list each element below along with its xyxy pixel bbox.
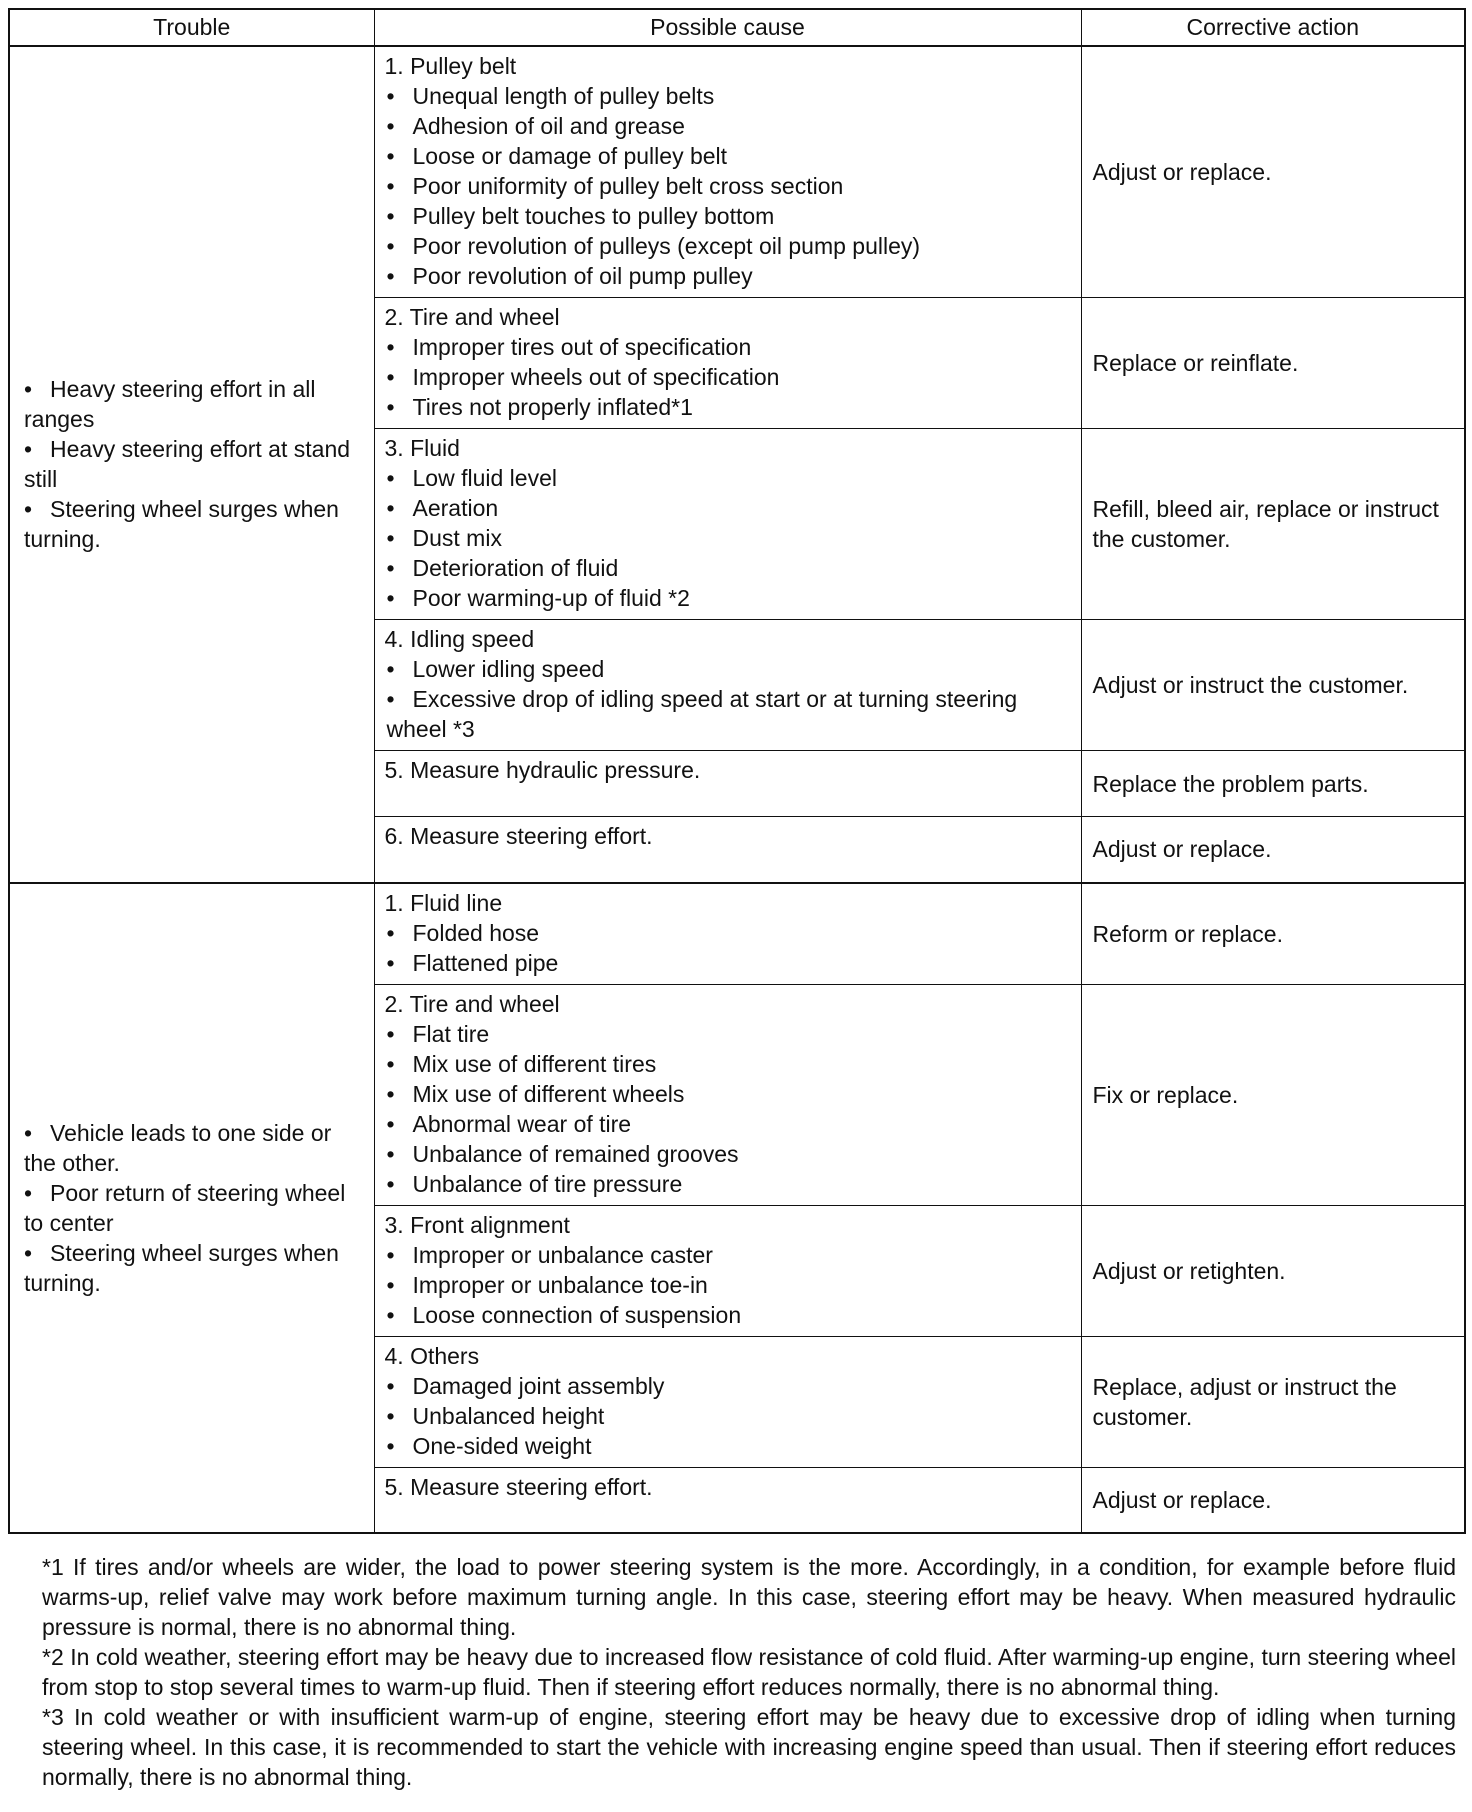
footnote-3: *3 In cold weather or with insufficient warm-up of engine, steering effort may be heavy due to excessive drop of idling when turning steering wheel. In this case, it is recommended to start the vehicle with increasing engine speed than usual. Then if steering effort reduces normally, there is no abnormal thing.	[42, 1704, 1456, 1790]
cause-item: • Dust mix	[385, 523, 1073, 553]
header-trouble: Trouble	[9, 9, 374, 46]
cause-item: • Improper or unbalance toe-in	[385, 1270, 1073, 1300]
document	[8, 8, 1464, 1792]
cause-item: • Mix use of different wheels	[385, 1079, 1073, 1109]
cause-heading: 3. Front alignment	[384, 1211, 570, 1238]
cause-item: • Lower idling speed	[385, 654, 1073, 684]
cause-heading: 6. Measure steering effort.	[384, 823, 653, 849]
cause-item: • Excessive drop of idling speed at start or at turning steering wheel *3	[385, 684, 1073, 744]
trouble-item: • Heavy steering effort in all ranges	[22, 374, 366, 434]
action-cell: Adjust or instruct the customer.	[1081, 620, 1465, 751]
cause-item: • Pulley belt touches to pulley bottom	[385, 201, 1073, 231]
cause-item: • Flat tire	[385, 1019, 1073, 1049]
cause-item: • Unbalanced height	[385, 1401, 1073, 1431]
action-cell: Replace or reinflate.	[1081, 298, 1465, 429]
cause-item: • Unequal length of pulley belts	[385, 81, 1073, 111]
cause-item: • One-sided weight	[385, 1431, 1073, 1461]
cause-item: • Adhesion of oil and grease	[385, 111, 1073, 141]
cause-heading: 3. Fluid	[384, 435, 460, 461]
header-possible-cause: Possible cause	[374, 9, 1081, 46]
action-cell: Replace, adjust or instruct the customer.	[1081, 1336, 1465, 1467]
cause-item: • Folded hose	[385, 918, 1073, 948]
cause-cell	[374, 883, 1081, 985]
cause-heading: 1. Fluid line	[384, 889, 503, 916]
cause-cell	[374, 46, 1081, 298]
footnotes	[8, 1552, 1464, 1792]
trouble-item: • Vehicle leads to one side or the other.	[22, 1118, 366, 1178]
trouble-cell	[9, 46, 374, 883]
cause-item: • Deterioration of fluid	[385, 553, 1073, 583]
cause-cell	[374, 620, 1081, 751]
footnote-2: *2 In cold weather, steering effort may be heavy due to increased flow resistance of cold fluid. After warming-up engine, turn steering wheel from stop to stop several times to warm-up fluid. Then if steering effort reduces normally, there is no abnormal thing.	[42, 1644, 1456, 1700]
cause-item: • Poor warming-up of fluid *2	[385, 583, 1073, 613]
cause-cell	[374, 1467, 1081, 1533]
cause-cell	[374, 817, 1081, 883]
cause-item: • Abnormal wear of tire	[385, 1109, 1073, 1139]
cause-item: • Poor revolution of oil pump pulley	[385, 261, 1073, 291]
table-row	[9, 883, 1465, 985]
action-cell: Refill, bleed air, replace or instruct the customer.	[1081, 429, 1465, 620]
cause-heading: 5. Measure hydraulic pressure.	[384, 757, 701, 783]
cause-cell	[374, 984, 1081, 1205]
trouble-item: • Poor return of steering wheel to center	[22, 1178, 366, 1238]
trouble-item: • Steering wheel surges when turning.	[22, 1238, 366, 1298]
action-cell: Adjust or replace.	[1081, 1467, 1465, 1533]
cause-item: • Tires not properly inflated*1	[385, 392, 1073, 422]
cause-cell	[374, 429, 1081, 620]
troubleshooting-table	[8, 8, 1466, 1534]
cause-heading: 4. Others	[384, 1342, 480, 1369]
action-cell: Reform or replace.	[1081, 883, 1465, 985]
cause-item: • Improper or unbalance caster	[385, 1240, 1073, 1270]
cause-item: • Improper tires out of specification	[385, 332, 1073, 362]
cause-cell	[374, 751, 1081, 817]
cause-item: • Mix use of different tires	[385, 1049, 1073, 1079]
cause-item: • Aeration	[385, 493, 1073, 523]
cause-heading: 1. Pulley belt	[384, 53, 517, 79]
cause-heading: 2. Tire and wheel	[384, 304, 560, 330]
trouble-item: • Heavy steering effort at stand still	[22, 434, 366, 494]
cause-heading: 2. Tire and wheel	[384, 990, 560, 1017]
header-corrective-action: Corrective action	[1081, 9, 1465, 46]
cause-item: • Poor revolution of pulleys (except oil pump pulley)	[385, 231, 1073, 261]
cause-item: • Unbalance of remained grooves	[385, 1139, 1073, 1169]
action-cell: Adjust or retighten.	[1081, 1205, 1465, 1336]
cause-item: • Low fluid level	[385, 463, 1073, 493]
cause-heading: 5. Measure steering effort.	[384, 1473, 653, 1500]
cause-item: • Loose connection of suspension	[385, 1300, 1073, 1330]
cause-cell	[374, 1205, 1081, 1336]
action-cell: Adjust or replace.	[1081, 46, 1465, 298]
cause-cell	[374, 1336, 1081, 1467]
cause-cell	[374, 298, 1081, 429]
footnote-1: *1 If tires and/or wheels are wider, the load to power steering system is the more. Accordingly, in a condition, for example before fluid warms-up, relief valve may work before maximum turning angle. In this case, steering effort may be heavy. When measured hydraulic pressure is normal, there is no abnormal thing.	[42, 1554, 1456, 1640]
action-cell: Fix or replace.	[1081, 984, 1465, 1205]
header-row	[9, 9, 1465, 46]
cause-item: • Damaged joint assembly	[385, 1371, 1073, 1401]
cause-item: • Unbalance of tire pressure	[385, 1169, 1073, 1199]
cause-heading: 4. Idling speed	[384, 626, 535, 652]
action-cell: Replace the problem parts.	[1081, 751, 1465, 817]
trouble-cell	[9, 883, 374, 1534]
cause-item: • Loose or damage of pulley belt	[385, 141, 1073, 171]
cause-item: • Improper wheels out of specification	[385, 362, 1073, 392]
action-cell: Adjust or replace.	[1081, 817, 1465, 883]
cause-item: • Poor uniformity of pulley belt cross section	[385, 171, 1073, 201]
table-row	[9, 46, 1465, 298]
cause-item: • Flattened pipe	[385, 948, 1073, 978]
trouble-item: • Steering wheel surges when turning.	[22, 494, 366, 554]
